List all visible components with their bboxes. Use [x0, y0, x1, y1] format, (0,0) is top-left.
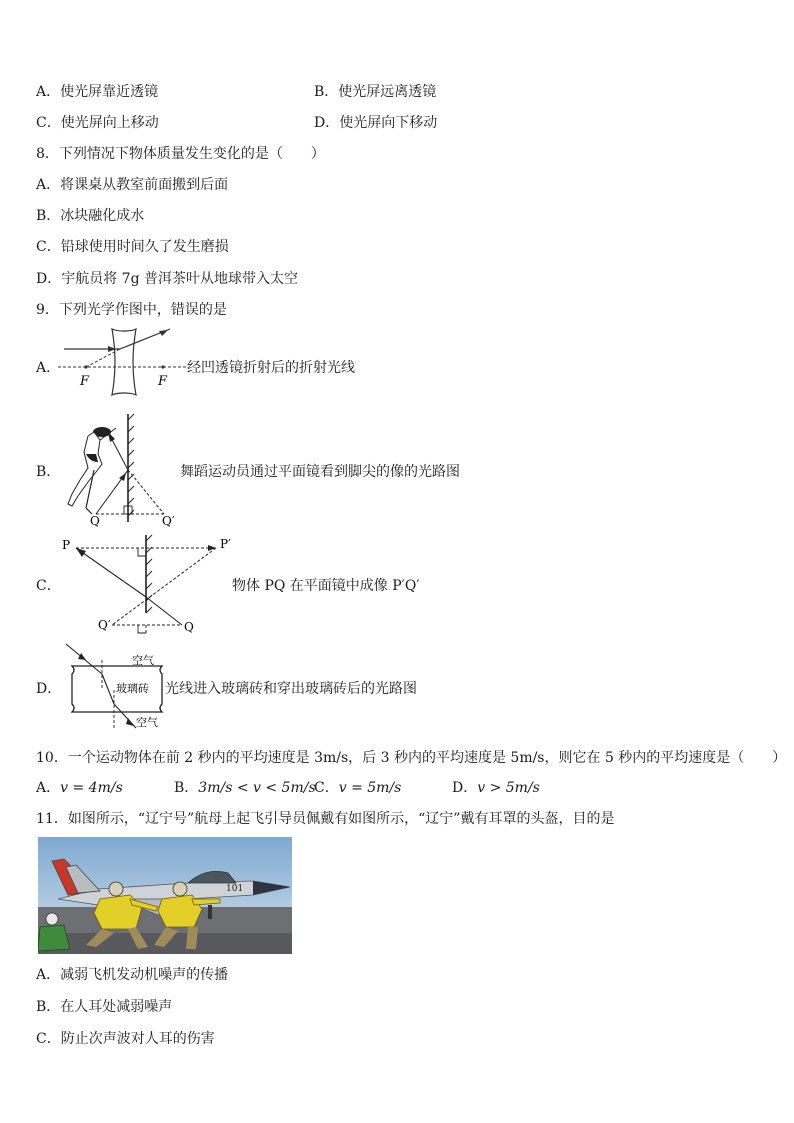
focus-left-label: F	[80, 374, 90, 389]
q9-stem: 9．下列光学作图中，错误的是	[36, 302, 227, 318]
point-p-label: P	[62, 538, 71, 552]
object-pq-line	[76, 548, 146, 597]
incident-arrow	[119, 473, 126, 481]
q10-option-c	[314, 779, 401, 797]
q10-option-c-letter: C．	[314, 780, 339, 796]
q10-option-d-letter: D．	[452, 780, 478, 796]
concave-lens-diagram	[58, 325, 188, 400]
right-angle-mark-top	[138, 548, 146, 556]
q9-a-letter: A．	[36, 360, 61, 376]
q9-d-letter: D．	[36, 681, 62, 697]
point-q-prime-label: Q′	[162, 514, 175, 528]
object-image-mirror-diagram	[58, 533, 238, 638]
q10-option-a-math: v = 4m/s	[60, 780, 123, 796]
q10-option-b-math: 3m/s < v < 5m/s	[198, 780, 316, 796]
point-p-prime-label: P′	[220, 537, 231, 551]
q9-d-caption: 光线进入玻璃砖和穿出玻璃砖后的光路图	[165, 681, 417, 697]
refracted-ray-arrow	[159, 330, 168, 336]
point-q-prime-label: Q′	[98, 618, 111, 632]
point-q-label: Q	[90, 514, 100, 528]
q11-stem: 11．如图所示，“辽宁号”航母上起飞引导员佩戴有如图所示，“辽宁”戴有耳罩的头盔，目的是	[36, 811, 615, 827]
object-pq-line-extension	[146, 597, 182, 625]
glass-block-diagram	[58, 640, 168, 732]
q11-option-b: B．在人耳处减弱噪声	[36, 999, 173, 1015]
focus-right	[161, 365, 164, 368]
q7-option-c: C．使光屏向上移动	[36, 115, 159, 131]
focus-left	[84, 365, 87, 368]
aircraft-number: 101	[226, 884, 244, 894]
image-line	[112, 548, 216, 625]
carrier-photo-illustration	[38, 837, 292, 954]
q8-option-b: B．冰块融化成水	[36, 208, 145, 224]
q8-option-d: D．宇航员将 7g 普洱茶叶从地球带入太空	[36, 271, 298, 287]
q11-option-a: A．减弱飞机发动机噪声的传播	[36, 967, 229, 983]
q10-stem: 10．一个运动物体在前 2 秒内的平均速度是 3m/s，后 3 秒内的平均速度是 5m/s，则它在 5 秒内的平均速度是（ ）	[36, 750, 787, 766]
q8-option-c: C．铅球使用时间久了发生磨损	[36, 239, 229, 255]
q10-option-a	[36, 779, 123, 797]
q10-option-d-math: v > 5m/s	[477, 780, 540, 796]
q7-option-b: B．使光屏远离透镜	[314, 84, 437, 100]
virtual-ray	[128, 470, 164, 514]
q8-option-a: A．将课桌从教室前面搬到后面	[36, 177, 229, 193]
q9-b-caption: 舞蹈运动员通过平面镜看到脚尖的像的光路图	[180, 464, 460, 480]
air-top-label: 空气	[132, 654, 154, 667]
q9-c-caption: 物体 PQ 在平面镜中成像 P′Q′	[232, 578, 420, 594]
q10-option-c-math: v = 5m/s	[338, 780, 402, 796]
glass-label: 玻璃砖	[116, 682, 149, 695]
q8-stem: 8．下列情况下物体质量发生变化的是（ ）	[36, 146, 325, 162]
q7-option-d: D．使光屏向下移动	[314, 115, 438, 131]
q10-option-b	[174, 779, 316, 797]
right-angle-mark-bottom	[138, 625, 146, 633]
q10-option-d	[452, 779, 540, 797]
q9-b-letter: B．	[36, 464, 61, 480]
aircraft-carrier-photo	[38, 837, 292, 954]
focus-right-label: F	[158, 374, 168, 389]
q9-a-caption: 经凹透镜折射后的折射光线	[187, 360, 355, 376]
q10-option-a-letter: A．	[36, 780, 61, 796]
dancer-figure	[68, 427, 116, 514]
q10-option-b-letter: B．	[174, 780, 199, 796]
concave-lens-shape	[112, 329, 136, 395]
q9-c-letter: C．	[36, 578, 61, 594]
object-arrowhead	[76, 548, 86, 557]
dancer-mirror-diagram	[58, 410, 188, 528]
q7-option-a: A．使光屏靠近透镜	[36, 84, 159, 100]
air-bottom-label: 空气	[136, 716, 158, 729]
image-arrowhead	[208, 545, 216, 551]
incident-arrow	[78, 653, 86, 660]
landing-gear	[208, 905, 212, 919]
point-q-label: Q	[184, 620, 194, 634]
reflected-arrow	[108, 432, 115, 442]
q11-option-c: C．防止次声波对人耳的伤害	[36, 1031, 215, 1047]
